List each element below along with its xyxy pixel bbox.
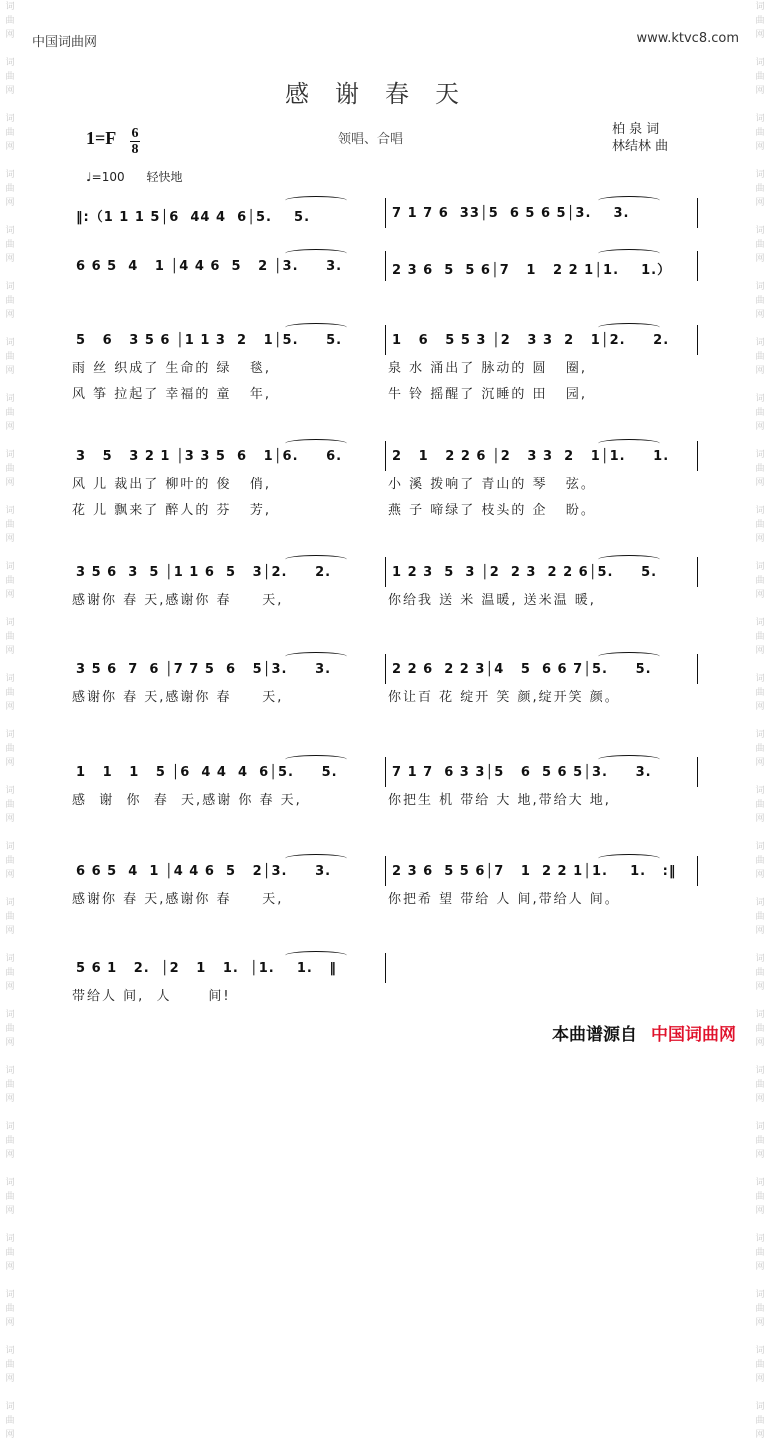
- site-name-left[interactable]: 中国词曲网: [32, 35, 98, 50]
- slur: [285, 249, 347, 258]
- lyric-line-1-right: 泉 水 涌出了 脉动的 圆 圈,: [388, 361, 588, 376]
- barline: [385, 654, 386, 684]
- lyric-line-2-right: 牛 铃 摇醒了 沉睡的 田 园,: [388, 387, 588, 402]
- slur: [598, 652, 660, 661]
- slur: [598, 555, 660, 564]
- barline: [385, 441, 386, 471]
- lyric-line-1-left: 感谢你 春 天,感谢你 春 天,: [72, 892, 284, 907]
- notes-right: 2 2 6 2 2 3│4 5 6 6 7│5. 5.: [392, 662, 652, 677]
- lyric-line-1-right: 小 溪 拨响了 青山的 琴 弦。: [388, 477, 596, 492]
- barline: [697, 198, 698, 228]
- barline: [697, 441, 698, 471]
- barline: [697, 856, 698, 886]
- slur: [285, 755, 347, 764]
- time-signature-top: 6: [131, 126, 139, 141]
- slur: [285, 652, 347, 661]
- slur: [285, 555, 347, 564]
- barline: [385, 757, 386, 787]
- source-site[interactable]: 中国词曲网: [651, 1025, 736, 1045]
- site-url-right[interactable]: www.ktvc8.com: [636, 31, 739, 46]
- lyricist: 柏 泉 词: [612, 122, 660, 137]
- time-signature: [130, 127, 140, 156]
- slur: [598, 854, 660, 863]
- lyric-line-1-left: 感谢你 春 天,感谢你 春 天,: [72, 690, 284, 705]
- slur: [285, 196, 347, 205]
- notes-left: ‖:（1 1 1 5│6 44 4 6│5. 5.: [76, 210, 311, 225]
- barline: [697, 557, 698, 587]
- slur: [598, 755, 660, 764]
- notes-left: 3 5 3 2 1 │3 3 5 6 1│6. 6.: [76, 449, 343, 464]
- barline: [697, 757, 698, 787]
- notes-left: 1 1 1 5 │6 4 4 4 6│5. 5.: [76, 765, 338, 780]
- slur: [598, 323, 660, 332]
- slur: [598, 249, 660, 258]
- song-title: 感谢春天: [285, 80, 485, 108]
- notes-left: 5 6 1 2. │2 1 1. │1. 1. ‖: [76, 961, 337, 976]
- performance-form: 领唱、合唱: [338, 132, 404, 147]
- lyric-line-1-left: 风 儿 裁出了 柳叶的 俊 俏,: [72, 477, 272, 492]
- notes-left: 3 5 6 7 6 │7 7 5 6 5│3. 3.: [76, 662, 332, 677]
- credits: [612, 121, 668, 155]
- barline: [385, 325, 386, 355]
- notes-left: 6 6 5 4 1 │4 4 6 5 2 │3. 3.: [76, 259, 343, 274]
- barline: [385, 557, 386, 587]
- barline: [697, 251, 698, 281]
- lyric-line-1-right: 你把生 机 带给 大 地,带给大 地,: [388, 793, 611, 808]
- slur: [598, 439, 660, 448]
- notes-right: 2 3 6 5 5 6│7 1 2 2 1│1. 1. :‖: [392, 864, 677, 879]
- time-signature-bottom: 8: [131, 142, 139, 157]
- barline: [697, 654, 698, 684]
- lyric-line-2-left: 花 儿 飘来了 醉人的 芬 芳,: [72, 503, 272, 518]
- lyric-line-2-left: 风 筝 拉起了 幸福的 童 年,: [72, 387, 272, 402]
- lyric-line-1-left: 雨 丝 织成了 生命的 绿 毯,: [72, 361, 272, 376]
- tempo-mark: ♩=100: [86, 170, 125, 184]
- notes-right: 2 3 6 5 5 6│7 1 2 2 1│1. 1.）: [392, 263, 672, 278]
- slur: [598, 196, 660, 205]
- notes-left: 3 5 6 3 5 │1 1 6 5 3│2. 2.: [76, 565, 332, 580]
- notes-left: 6 6 5 4 1 │4 4 6 5 2│3. 3.: [76, 864, 332, 879]
- source-footer: [552, 1020, 736, 1045]
- notes-right: 1 2 3 5 3 │2 2 3 2 2 6│5. 5.: [392, 565, 658, 580]
- barline: [385, 198, 386, 228]
- slur: [285, 951, 347, 960]
- notes-right: 7 1 7 6 33│5 6 5 6 5│3. 3.: [392, 206, 630, 221]
- barline: [385, 856, 386, 886]
- key-signature: 1=F: [86, 128, 117, 148]
- notes-right: 1 6 5 5 3 │2 3 3 2 1│2. 2.: [392, 333, 670, 348]
- slur: [285, 854, 347, 863]
- barline: [697, 325, 698, 355]
- slur: [285, 323, 347, 332]
- composer: 林结林 曲: [612, 139, 669, 154]
- lyric-line-1-left: 带给人 间, 人 间!: [72, 989, 231, 1004]
- barline: [385, 251, 386, 281]
- source-label: 本曲谱源自: [552, 1025, 637, 1045]
- lyric-line-1-right: 你把希 望 带给 人 间,带给人 间。: [388, 892, 620, 907]
- notes-right: 7 1 7 6 3 3│5 6 5 6 5│3. 3.: [392, 765, 652, 780]
- side-watermark-right: 词 曲 网 词 曲 网 词 曲 网 词 曲 网 词 曲 网 词 曲 网 词 曲 网 词 曲 网 词 曲 网 词 曲 网 词 曲 网 词 曲 网 词 曲 网 词 曲 网 词 曲 网 词 曲 网 词 曲 网 词 曲 网 词 曲 网 词 曲 网 词 曲 网 词 曲 网 词 曲 网 词 曲 网 词 曲 网 词 曲 网: [755, 2, 765, 1440]
- expression-mark: 轻快地: [146, 170, 183, 184]
- notes-right: 2 1 2 2 6 │2 3 3 2 1│1. 1.: [392, 449, 670, 464]
- lyric-line-1-right: 你让百 花 绽开 笑 颜,绽开笑 颜。: [388, 690, 620, 705]
- lyric-line-1-right: 你给我 送 米 温暖, 送米温 暖,: [388, 593, 596, 608]
- lyric-line-2-right: 燕 子 啼绿了 枝头的 企 盼。: [388, 503, 596, 518]
- side-watermark-left: 词 曲 网 词 曲 网 词 曲 网 词 曲 网 词 曲 网 词 曲 网 词 曲 网 词 曲 网 词 曲 网 词 曲 网 词 曲 网 词 曲 网 词 曲 网 词 曲 网 词 曲 网 词 曲 网 词 曲 网 词 曲 网 词 曲 网 词 曲 网 词 曲 网 词 曲 网 词 曲 网 词 曲 网 词 曲 网 词 曲 网: [5, 2, 15, 1440]
- tempo-line: [86, 168, 182, 185]
- barline: [385, 953, 386, 983]
- slur: [285, 439, 347, 448]
- lyric-line-1-left: 感谢你 春 天,感谢你 春 天,: [72, 593, 284, 608]
- lyric-line-1-left: 感 谢 你 春 天,感谢 你 春 天,: [72, 793, 302, 808]
- notes-left: 5 6 3 5 6 │1 1 3 2 1│5. 5.: [76, 333, 343, 348]
